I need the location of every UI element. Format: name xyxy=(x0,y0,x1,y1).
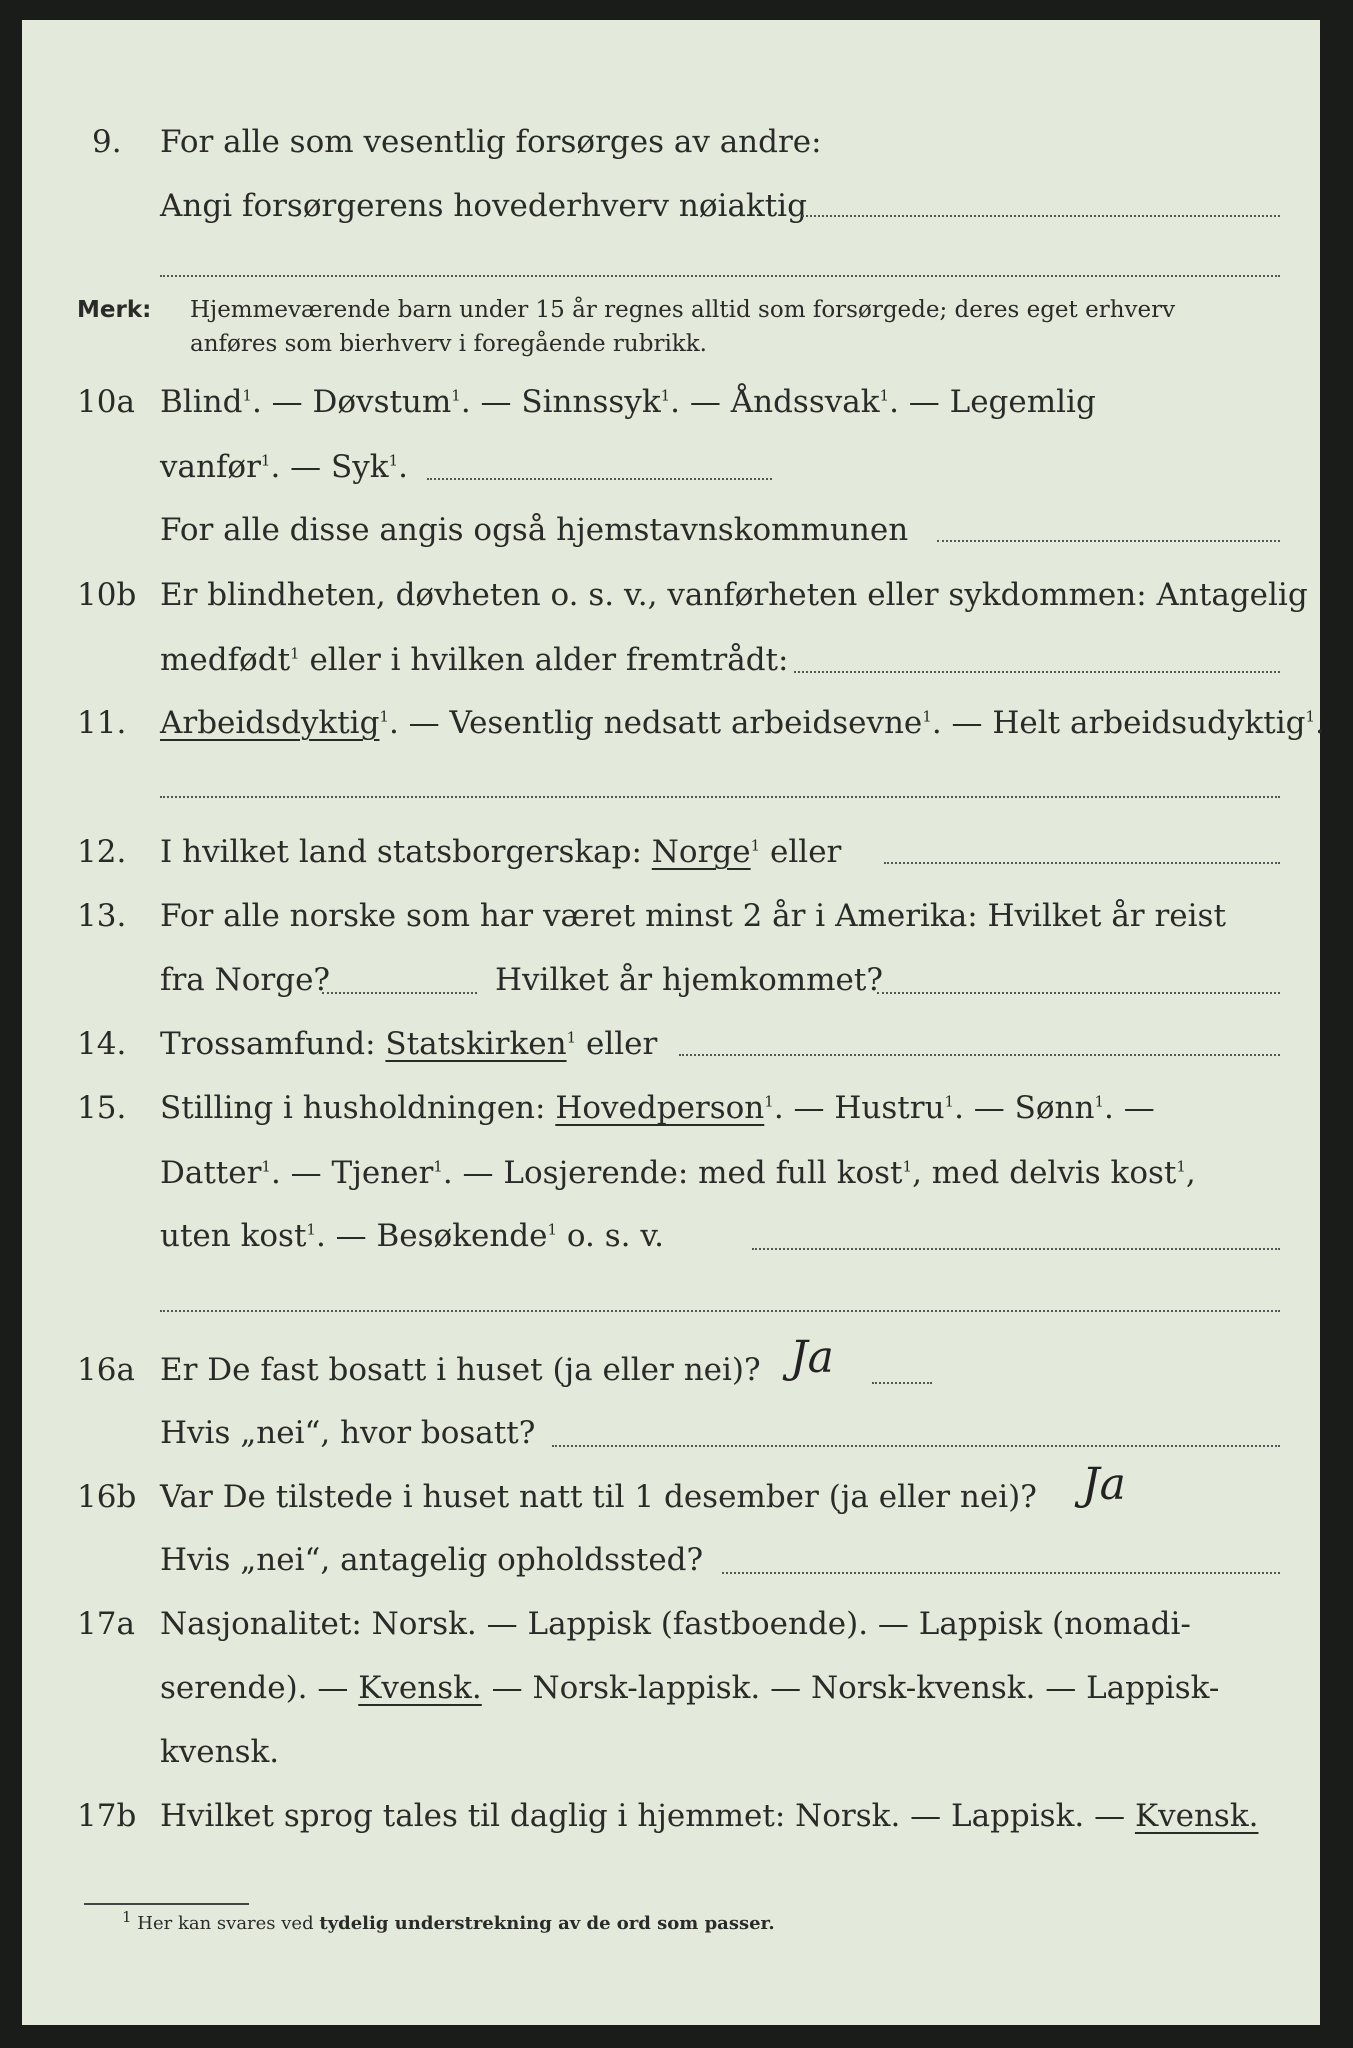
q14-selected-option: Statskirken xyxy=(385,1026,567,1062)
q15-line-2: Datter$^1$. — Tjener$^1$. — Losjerende: med full kost$^1$, med delvis kost$^1$, xyxy=(160,1155,1196,1191)
q10a-answer-field[interactable] xyxy=(427,478,772,480)
q11-answer-field[interactable] xyxy=(160,796,1280,798)
q16b-handwritten-answer: Ja xyxy=(1082,1459,1126,1510)
q14-line-1: Trossamfund: Statskirken$^1$ eller xyxy=(160,1026,658,1062)
q16b-line-1: Var De tilstede i huset natt til 1 desember (ja eller nei)? xyxy=(160,1479,1037,1515)
q16b-line-2: Hvis „nei“, antagelig opholdssted? xyxy=(160,1542,704,1578)
q11-line-1: Arbeidsdyktig$^1$. — Vesentlig nedsatt arbeidsevne$^1$. — Helt arbeidsudyktig$^1$. xyxy=(160,705,1325,741)
q13-line-2b: Hvilket år hjemkommet? xyxy=(495,962,883,998)
note-line-1: Hjemmeværende barn under 15 år regnes alltid som forsørgede; deres eget erhverv xyxy=(190,297,1176,323)
q15-answer-field-2[interactable] xyxy=(160,1310,1280,1312)
q13-departure-field[interactable] xyxy=(322,992,477,994)
q17a-line-1: Nasjonalitet: Norsk. — Lappisk (fastboende). — Lappisk (nomadi- xyxy=(160,1606,1191,1642)
q17b-line-1: Hvilket sprog tales til daglig i hjemmet: Norsk. — Lappisk. — Kvensk. xyxy=(160,1798,1259,1834)
q9-line-2: Angi forsørgerens hovederhverv nøiaktig xyxy=(160,188,807,224)
q16a-line-1: Er De fast bosatt i huset (ja eller nei)? xyxy=(160,1352,761,1388)
q17a-line-3: kvensk. xyxy=(160,1734,280,1770)
item-number-9: 9. xyxy=(92,124,122,160)
note-line-2: anføres som bierhverv i foregående rubrikk. xyxy=(190,331,707,357)
item-number-12: 12. xyxy=(77,834,127,870)
q9-answer-field-2[interactable] xyxy=(160,275,1280,277)
item-number-13: 13. xyxy=(77,898,127,934)
q14-answer-field[interactable] xyxy=(679,1054,1280,1056)
form-page xyxy=(22,20,1325,2025)
q10b-answer-field[interactable] xyxy=(794,671,1280,673)
item-number-14: 14. xyxy=(77,1026,127,1062)
item-number-10b: 10b xyxy=(77,577,137,613)
item-number-15: 15. xyxy=(77,1090,127,1126)
item-number-17b: 17b xyxy=(77,1798,137,1834)
q10b-line-2: medfødt$^1$ eller i hvilken alder fremtrådt: xyxy=(160,642,789,678)
q13-return-field[interactable] xyxy=(877,992,1280,994)
item-number-16b: 16b xyxy=(77,1479,137,1515)
q16a-handwritten-answer: Ja xyxy=(790,1332,834,1383)
footnote-divider xyxy=(84,1903,249,1905)
q10a-line-1: Blind$^1$. — Døvstum$^1$. — Sinnssyk$^1$. — Åndssvak$^1$. — Legemlig xyxy=(160,384,1096,420)
note-label: Merk: xyxy=(77,297,152,323)
footnote: $^1$ Her kan svares ved tydelig understrekning av de ord som passer. xyxy=(122,1908,775,1934)
q11-selected-option: Arbeidsdyktig xyxy=(160,705,380,741)
q10a-line-2: vanfør$^1$. — Syk$^1$. xyxy=(160,449,408,485)
q10a-line-3: For alle disse angis også hjemstavnskommunen xyxy=(160,512,909,548)
q17a-selected-option: Kvensk. xyxy=(358,1670,482,1706)
q15-answer-field[interactable] xyxy=(752,1248,1280,1250)
q16a-answer-field[interactable] xyxy=(872,1382,932,1384)
q9-answer-field[interactable] xyxy=(802,215,1280,217)
q10b-line-1: Er blindheten, døvheten o. s. v., vanførheten eller sykdommen: Antagelig xyxy=(160,577,1308,613)
q12-selected-option: Norge xyxy=(651,834,751,870)
item-number-11: 11. xyxy=(77,705,127,741)
q15-line-3: uten kost$^1$. — Besøkende$^1$ o. s. v. xyxy=(160,1218,665,1254)
q12-answer-field[interactable] xyxy=(884,862,1280,864)
q16a-line-2: Hvis „nei“, hvor bosatt? xyxy=(160,1415,536,1451)
q15-line-1: Stilling i husholdningen: Hovedperson$^1$. — Hustru$^1$. — Sønn$^1$. — xyxy=(160,1090,1155,1126)
item-number-17a: 17a xyxy=(77,1606,135,1642)
item-number-10a: 10a xyxy=(77,384,135,420)
q9-line-1: For alle som vesentlig forsørges av andre: xyxy=(160,124,822,160)
q10a-municipality-field[interactable] xyxy=(937,540,1280,542)
item-number-16a: 16a xyxy=(77,1352,135,1388)
q13-line-2a: fra Norge? xyxy=(160,962,331,998)
q16a-residence-field[interactable] xyxy=(552,1445,1280,1447)
q12-line-1: I hvilket land statsborgerskap: Norge$^1$ eller xyxy=(160,834,842,870)
q17b-selected-option: Kvensk. xyxy=(1134,1798,1259,1834)
q13-line-1: For alle norske som har været minst 2 år i Amerika: Hvilket år reist xyxy=(160,898,1226,934)
q15-selected-option: Hovedperson xyxy=(555,1090,765,1126)
q16b-location-field[interactable] xyxy=(722,1572,1280,1574)
q17a-line-2: serende). — Kvensk. — Norsk-lappisk. — Norsk-kvensk. — Lappisk- xyxy=(160,1670,1220,1706)
